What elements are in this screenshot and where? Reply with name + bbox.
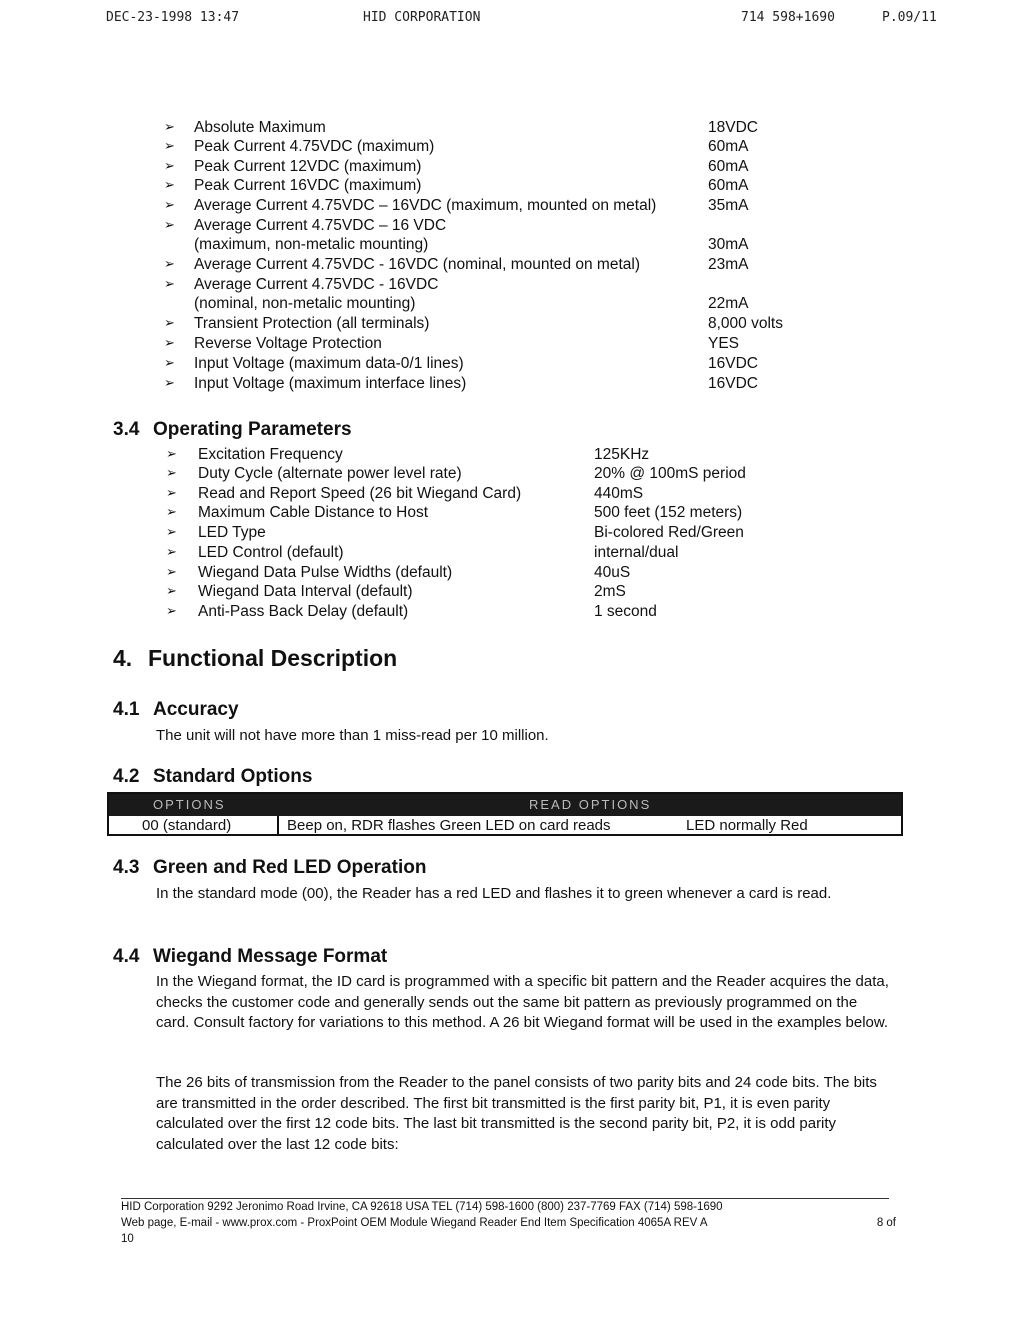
param-label: LED Type <box>198 524 266 541</box>
page-footer <box>121 1199 896 1247</box>
spec-row <box>0 256 1017 276</box>
spec-row <box>0 119 1017 139</box>
spec-label: Input Voltage (maximum data-0/1 lines) <box>194 355 464 372</box>
spec-row-continued <box>0 236 1017 256</box>
spec-value: 35mA <box>708 197 749 214</box>
spec-value: YES <box>708 335 740 352</box>
bullet-arrow-icon: ➢ <box>164 138 175 153</box>
bullet-arrow-icon: ➢ <box>164 177 175 192</box>
bullet-arrow-icon: ➢ <box>164 119 175 134</box>
param-value: 1 second <box>594 603 657 620</box>
section-title: Accuracy <box>153 699 239 720</box>
bullet-arrow-icon: ➢ <box>166 485 177 500</box>
bullet-arrow-icon: ➢ <box>164 158 175 173</box>
footer-address: HID Corporation 9292 Jeronimo Road Irvine, CA 92618 USA TEL (714) 598-1600 (800) 237-7769 FAX (714) 598-1690 <box>121 1201 723 1213</box>
spec-label: Absolute Maximum <box>194 119 326 136</box>
spec-row <box>0 276 1017 296</box>
section-title: Wiegand Message Format <box>153 946 388 967</box>
section-4-3-heading <box>113 857 426 879</box>
spec-row <box>0 197 1017 217</box>
section-number: 4.2 <box>113 766 140 787</box>
param-row <box>0 504 1017 524</box>
spec-value: 16VDC <box>708 375 758 392</box>
option-code: 00 (standard) <box>142 817 232 834</box>
section-4-2-heading <box>113 766 312 788</box>
bullet-arrow-icon: ➢ <box>164 217 175 232</box>
footer-page-total: 10 <box>121 1233 134 1245</box>
option-read-behavior: Beep on, RDR flashes Green LED on card reads <box>287 817 611 834</box>
bullet-arrow-icon: ➢ <box>164 335 175 350</box>
section-3-4-heading <box>113 419 352 441</box>
spec-row <box>0 355 1017 375</box>
param-value: 125KHz <box>594 446 650 463</box>
spec-row <box>0 158 1017 178</box>
section-4-heading <box>113 645 397 672</box>
spec-value: 23mA <box>708 256 749 273</box>
param-label: Wiegand Data Interval (default) <box>198 583 413 600</box>
bullet-arrow-icon: ➢ <box>166 524 177 539</box>
spec-value: 30mA <box>708 236 749 253</box>
footer-page-number: 8 of <box>876 1217 896 1229</box>
bullet-arrow-icon: ➢ <box>166 564 177 579</box>
section-title: Functional Description <box>148 645 398 671</box>
bullet-arrow-icon: ➢ <box>166 544 177 559</box>
accuracy-text: The unit will not have more than 1 miss-read per 10 million. <box>156 727 549 744</box>
spec-label: Peak Current 12VDC (maximum) <box>194 158 422 175</box>
header-options: OPTIONS <box>153 797 226 812</box>
param-row <box>0 465 1017 485</box>
spec-value: 60mA <box>708 177 749 194</box>
param-value: 20% @ 100mS period <box>594 465 746 482</box>
section-title: Green and Red LED Operation <box>153 857 427 878</box>
table-row <box>109 816 901 836</box>
spec-label: Average Current 4.75VDC - 16VDC (nominal, mounted on metal) <box>194 256 640 273</box>
bullet-arrow-icon: ➢ <box>164 197 175 212</box>
param-value: 40uS <box>594 564 631 581</box>
spec-label: Peak Current 16VDC (maximum) <box>194 177 422 194</box>
spec-label: Reverse Voltage Protection <box>194 335 382 352</box>
spec-value: 18VDC <box>708 119 758 136</box>
fax-datetime: DEC-23-1998 13:47 <box>106 10 240 25</box>
spec-row <box>0 375 1017 395</box>
fax-company: HID CORPORATION <box>363 10 481 25</box>
header-read-options: READ OPTIONS <box>529 797 652 812</box>
param-label: Read and Report Speed (26 bit Wiegand Card) <box>198 485 522 502</box>
spec-row <box>0 138 1017 158</box>
param-row <box>0 603 1017 623</box>
param-value: 2mS <box>594 583 626 600</box>
wiegand-format-paragraph-1: In the Wiegand format, the ID card is programmed with a specific bit pattern and the Reader acquires the data, checks the customer code and generally sends out the same bit pattern as previously programmed on the card. Consult factory for variations to this method. A 26 bit Wiegand format will be used in the examples below. <box>156 973 889 1031</box>
section-number: 4.3 <box>113 857 140 878</box>
spec-label-continued: (maximum, non-metalic mounting) <box>194 236 429 253</box>
param-value: internal/dual <box>594 544 679 561</box>
bullet-arrow-icon: ➢ <box>164 276 175 291</box>
spec-label: Average Current 4.75VDC - 16VDC <box>194 276 439 293</box>
section-4-4-heading <box>113 946 387 968</box>
fax-page-number: P.09/11 <box>882 10 937 25</box>
param-value: Bi-colored Red/Green <box>594 524 744 541</box>
spec-value: 60mA <box>708 158 749 175</box>
spec-row-continued <box>0 295 1017 315</box>
param-label: Duty Cycle (alternate power level rate) <box>198 465 462 482</box>
bullet-arrow-icon: ➢ <box>164 315 175 330</box>
spec-value: 8,000 volts <box>708 315 783 332</box>
led-operation-text: In the standard mode (00), the Reader has a red LED and flashes it to green whenever a card is read. <box>156 885 832 902</box>
fax-phone: 714 598+1690 <box>741 10 835 25</box>
spec-row <box>0 315 1017 335</box>
section-number: 4. <box>113 645 133 671</box>
spec-row <box>0 335 1017 355</box>
option-led-state: LED normally Red <box>686 817 808 834</box>
param-value: 440mS <box>594 485 644 502</box>
spec-value: 16VDC <box>708 355 758 372</box>
param-row <box>0 564 1017 584</box>
section-4-1-heading <box>113 699 239 721</box>
spec-label: Peak Current 4.75VDC (maximum) <box>194 138 435 155</box>
param-row <box>0 583 1017 603</box>
spec-label: Transient Protection (all terminals) <box>194 315 430 332</box>
bullet-arrow-icon: ➢ <box>164 355 175 370</box>
param-label: Excitation Frequency <box>198 446 343 463</box>
param-row <box>0 446 1017 466</box>
bullet-arrow-icon: ➢ <box>166 446 177 461</box>
spec-row <box>0 177 1017 197</box>
param-row <box>0 485 1017 505</box>
spec-row <box>0 217 1017 237</box>
bullet-arrow-icon: ➢ <box>164 256 175 271</box>
bullet-arrow-icon: ➢ <box>166 465 177 480</box>
section-title: Operating Parameters <box>153 419 352 440</box>
spec-label: Average Current 4.75VDC – 16 VDC <box>194 217 447 234</box>
param-label: Anti-Pass Back Delay (default) <box>198 603 409 620</box>
spec-label: Average Current 4.75VDC – 16VDC (maximum, mounted on metal) <box>194 197 657 214</box>
section-number: 3.4 <box>113 419 140 440</box>
param-label: Wiegand Data Pulse Widths (default) <box>198 564 453 581</box>
param-row <box>0 524 1017 544</box>
standard-options-table <box>107 792 903 836</box>
param-label: LED Control (default) <box>198 544 344 561</box>
spec-value: 60mA <box>708 138 749 155</box>
param-value: 500 feet (152 meters) <box>594 504 743 521</box>
bullet-arrow-icon: ➢ <box>166 504 177 519</box>
section-title: Standard Options <box>153 766 313 787</box>
footer-web: Web page, E-mail - www.prox.com - ProxPoint OEM Module Wiegand Reader End Item Specification 4065A REV A <box>121 1217 708 1229</box>
table-header <box>109 794 901 816</box>
bullet-arrow-icon: ➢ <box>166 603 177 618</box>
param-row <box>0 544 1017 564</box>
fax-header <box>0 10 1017 32</box>
section-number: 4.1 <box>113 699 140 720</box>
bullet-arrow-icon: ➢ <box>166 583 177 598</box>
wiegand-format-paragraph-2: The 26 bits of transmission from the Reader to the panel consists of two parity bits and 24 code bits. The bits are transmitted in the order described. The first bit transmitted is the first parity bit, P1, it is even parity calculated over the first 12 code bits. The last bit transmitted is the second parity bit, P2, it is odd parity calculated over the last 12 code bits: <box>156 1074 877 1153</box>
section-number: 4.4 <box>113 946 140 967</box>
bullet-arrow-icon: ➢ <box>164 375 175 390</box>
param-label: Maximum Cable Distance to Host <box>198 504 428 521</box>
spec-label: Input Voltage (maximum interface lines) <box>194 375 467 392</box>
spec-value: 22mA <box>708 295 749 312</box>
spec-label-continued: (nominal, non-metalic mounting) <box>194 295 416 312</box>
